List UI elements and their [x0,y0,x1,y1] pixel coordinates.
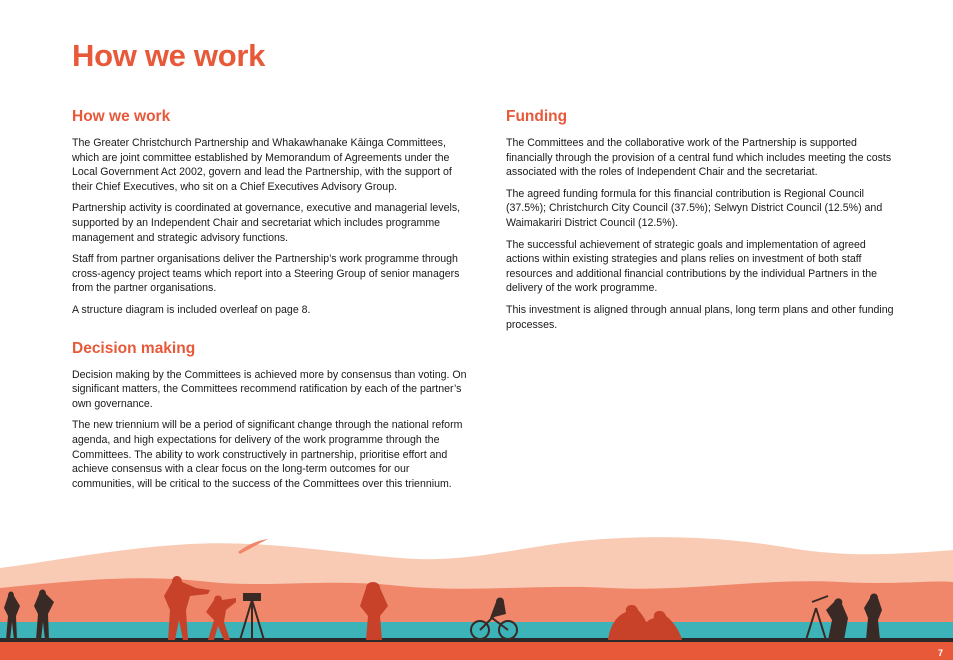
how-we-work-paragraph: A structure diagram is included overleaf on page 8. [72,303,311,316]
how-we-work-paragraph: Partnership activity is coordinated at governance, executive and managerial levels, supported by an Independent Chair and secretariat which includes programme management and strategic advisory functions. [72,202,461,244]
funding-heading: Funding [506,108,568,125]
how-we-work-heading: How we work [72,108,171,125]
right-column [506,108,896,339]
left-column [72,108,467,498]
how-we-work-paragraph: The Greater Christchurch Partnership and Whakawhanake Kāinga Committees, which are joint committee established by Memorandum of Agreements under the Local Government Act 2002, govern and lead the Partnership, with the support of their Chief Executives, who sit on a Chief Executives Advisory Group. [72,137,452,193]
ground-strip [0,640,953,660]
decision-making-paragraph: The new triennium will be a period of significant change through the national reform agenda, and high expectations for delivery of the work programme through the Committees. The ability to work constructively in partnership, prioritise effort and achieve consensus with a clear focus on the long-term outcomes for our communities, will be critical to the success of the Committees over this triennium. [72,419,463,490]
funding-paragraph: This investment is aligned through annual plans, long term plans and other funding processes. [506,303,894,331]
page-title: How we work [72,38,266,73]
how-we-work-paragraph: Staff from partner organisations deliver the Partnership’s work programme through cross-agency project teams which report into a Steering Group of senior managers from the partner organisations. [72,253,460,295]
funding-paragraph: The agreed funding formula for this financial contribution is Regional Council (37.5%); Christchurch City Council (37.5%); Selwyn District Council (12.5%) and Waimakariri District Council (12.5%). [506,187,883,229]
decision-making-paragraph: Decision making by the Committees is achieved more by consensus than voting. On significant matters, the Committees recommend ratification by each of the partner’s own governance. [72,368,467,410]
decision-making-heading: Decision making [72,339,196,357]
funding-paragraph: The successful achievement of strategic goals and implementation of agreed actions within existing strategies and plans relies on investment of both staff resources and additional financial contributions by the individual Partners in the delivery of the work programme. [506,238,878,295]
page-number: 7 [937,648,943,658]
funding-paragraph: The Committees and the collaborative work of the Partnership is supported financially through the provision of a central fund which includes meeting the costs associated with the roles of Independent Chair and the secretariat. [506,137,892,179]
landscape-illustration [0,530,953,660]
